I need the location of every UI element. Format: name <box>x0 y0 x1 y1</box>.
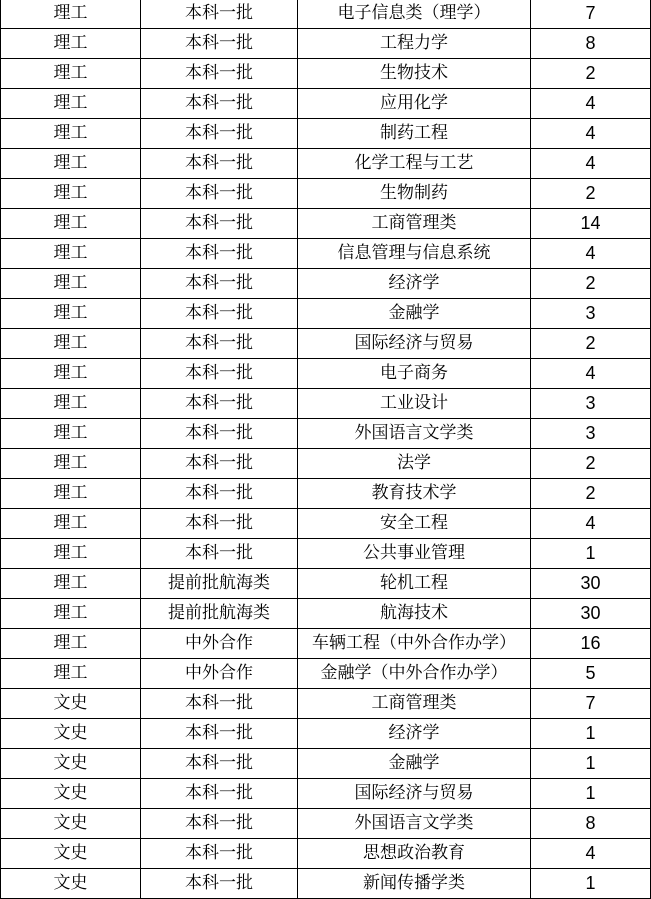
batch-cell: 本科一批 <box>141 869 298 899</box>
batch-cell: 本科一批 <box>141 29 298 59</box>
category-cell: 文史 <box>1 779 141 809</box>
major-cell: 新闻传播学类 <box>298 869 531 899</box>
category-cell: 理工 <box>1 59 141 89</box>
major-cell: 安全工程 <box>298 509 531 539</box>
batch-cell: 本科一批 <box>141 779 298 809</box>
major-cell: 车辆工程（中外合作办学） <box>298 629 531 659</box>
table-row <box>1 509 651 539</box>
batch-cell: 本科一批 <box>141 809 298 839</box>
category-cell: 理工 <box>1 419 141 449</box>
category-cell: 理工 <box>1 539 141 569</box>
batch-cell: 中外合作 <box>141 629 298 659</box>
batch-cell: 本科一批 <box>141 749 298 779</box>
category-cell: 理工 <box>1 359 141 389</box>
quota-cell: 8 <box>531 809 651 839</box>
major-cell: 轮机工程 <box>298 569 531 599</box>
quota-cell: 4 <box>531 239 651 269</box>
category-cell: 理工 <box>1 0 141 29</box>
table-row <box>1 119 651 149</box>
category-cell: 理工 <box>1 269 141 299</box>
batch-cell: 本科一批 <box>141 209 298 239</box>
batch-cell: 本科一批 <box>141 479 298 509</box>
table-row <box>1 89 651 119</box>
batch-cell: 本科一批 <box>141 449 298 479</box>
quota-cell: 5 <box>531 659 651 689</box>
category-cell: 理工 <box>1 389 141 419</box>
major-cell: 经济学 <box>298 269 531 299</box>
quota-cell: 2 <box>531 179 651 209</box>
category-cell: 理工 <box>1 659 141 689</box>
quota-cell: 4 <box>531 119 651 149</box>
table-row <box>1 299 651 329</box>
table-row <box>1 29 651 59</box>
category-cell: 理工 <box>1 329 141 359</box>
batch-cell: 本科一批 <box>141 179 298 209</box>
quota-cell: 3 <box>531 389 651 419</box>
major-cell: 公共事业管理 <box>298 539 531 569</box>
major-cell: 法学 <box>298 449 531 479</box>
table-row <box>1 809 651 839</box>
major-cell: 经济学 <box>298 719 531 749</box>
category-cell: 理工 <box>1 119 141 149</box>
table-row <box>1 719 651 749</box>
quota-cell: 8 <box>531 29 651 59</box>
quota-cell: 1 <box>531 779 651 809</box>
category-cell: 理工 <box>1 449 141 479</box>
table-row <box>1 689 651 719</box>
category-cell: 理工 <box>1 89 141 119</box>
batch-cell: 本科一批 <box>141 59 298 89</box>
quota-cell: 1 <box>531 869 651 899</box>
batch-cell: 本科一批 <box>141 299 298 329</box>
major-cell: 化学工程与工艺 <box>298 149 531 179</box>
batch-cell: 中外合作 <box>141 659 298 689</box>
category-cell: 理工 <box>1 479 141 509</box>
table-row <box>1 659 651 689</box>
quota-cell: 1 <box>531 749 651 779</box>
quota-cell: 30 <box>531 569 651 599</box>
batch-cell: 本科一批 <box>141 419 298 449</box>
quota-cell: 3 <box>531 299 651 329</box>
table-row <box>1 389 651 419</box>
major-cell: 制药工程 <box>298 119 531 149</box>
batch-cell: 本科一批 <box>141 119 298 149</box>
major-cell: 国际经济与贸易 <box>298 329 531 359</box>
quota-cell: 2 <box>531 269 651 299</box>
major-cell: 生物制药 <box>298 179 531 209</box>
major-cell: 应用化学 <box>298 89 531 119</box>
table-row <box>1 869 651 899</box>
category-cell: 理工 <box>1 299 141 329</box>
category-cell: 理工 <box>1 179 141 209</box>
category-cell: 理工 <box>1 209 141 239</box>
batch-cell: 本科一批 <box>141 359 298 389</box>
major-cell: 信息管理与信息系统 <box>298 239 531 269</box>
table-row <box>1 569 651 599</box>
batch-cell: 本科一批 <box>141 539 298 569</box>
category-cell: 文史 <box>1 689 141 719</box>
quota-cell: 2 <box>531 329 651 359</box>
batch-cell: 本科一批 <box>141 0 298 29</box>
table-row <box>1 179 651 209</box>
batch-cell: 本科一批 <box>141 689 298 719</box>
batch-cell: 本科一批 <box>141 839 298 869</box>
quota-cell: 3 <box>531 419 651 449</box>
quota-cell: 4 <box>531 509 651 539</box>
category-cell: 理工 <box>1 599 141 629</box>
table-row <box>1 239 651 269</box>
category-cell: 文史 <box>1 809 141 839</box>
category-cell: 文史 <box>1 719 141 749</box>
major-cell: 国际经济与贸易 <box>298 779 531 809</box>
batch-cell: 本科一批 <box>141 329 298 359</box>
quota-cell: 14 <box>531 209 651 239</box>
batch-cell: 本科一批 <box>141 239 298 269</box>
category-cell: 理工 <box>1 149 141 179</box>
table-row <box>1 149 651 179</box>
major-cell: 教育技术学 <box>298 479 531 509</box>
category-cell: 理工 <box>1 29 141 59</box>
table-row <box>1 59 651 89</box>
category-cell: 文史 <box>1 839 141 869</box>
table-row <box>1 0 651 29</box>
quota-cell: 1 <box>531 539 651 569</box>
quota-cell: 16 <box>531 629 651 659</box>
major-cell: 外国语言文学类 <box>298 809 531 839</box>
major-cell: 电子信息类（理学） <box>298 0 531 29</box>
table-row <box>1 209 651 239</box>
table-row <box>1 629 651 659</box>
table-row <box>1 269 651 299</box>
category-cell: 理工 <box>1 239 141 269</box>
quota-cell: 2 <box>531 449 651 479</box>
batch-cell: 本科一批 <box>141 149 298 179</box>
table-row <box>1 359 651 389</box>
category-cell: 理工 <box>1 569 141 599</box>
table-row <box>1 749 651 779</box>
batch-cell: 本科一批 <box>141 719 298 749</box>
category-cell: 理工 <box>1 629 141 659</box>
table-row <box>1 329 651 359</box>
major-cell: 航海技术 <box>298 599 531 629</box>
table-row <box>1 779 651 809</box>
quota-cell: 4 <box>531 149 651 179</box>
quota-cell: 7 <box>531 0 651 29</box>
table-row <box>1 839 651 869</box>
table-row <box>1 479 651 509</box>
quota-cell: 4 <box>531 359 651 389</box>
table-body <box>1 0 651 899</box>
table-row <box>1 419 651 449</box>
major-cell: 金融学 <box>298 749 531 779</box>
major-cell: 金融学 <box>298 299 531 329</box>
quota-cell: 7 <box>531 689 651 719</box>
category-cell: 理工 <box>1 509 141 539</box>
major-cell: 工业设计 <box>298 389 531 419</box>
batch-cell: 提前批航海类 <box>141 569 298 599</box>
quota-cell: 30 <box>531 599 651 629</box>
batch-cell: 本科一批 <box>141 389 298 419</box>
quota-cell: 4 <box>531 89 651 119</box>
quota-cell: 2 <box>531 59 651 89</box>
major-cell: 工商管理类 <box>298 209 531 239</box>
major-cell: 工商管理类 <box>298 689 531 719</box>
major-cell: 工程力学 <box>298 29 531 59</box>
major-cell: 外国语言文学类 <box>298 419 531 449</box>
category-cell: 文史 <box>1 749 141 779</box>
major-cell: 生物技术 <box>298 59 531 89</box>
batch-cell: 本科一批 <box>141 89 298 119</box>
batch-cell: 提前批航海类 <box>141 599 298 629</box>
batch-cell: 本科一批 <box>141 509 298 539</box>
quota-cell: 4 <box>531 839 651 869</box>
major-cell: 思想政治教育 <box>298 839 531 869</box>
major-cell: 电子商务 <box>298 359 531 389</box>
quota-cell: 2 <box>531 479 651 509</box>
quota-cell: 1 <box>531 719 651 749</box>
table-row <box>1 599 651 629</box>
table-row <box>1 539 651 569</box>
table-row <box>1 449 651 479</box>
category-cell: 文史 <box>1 869 141 899</box>
batch-cell: 本科一批 <box>141 269 298 299</box>
major-cell: 金融学（中外合作办学） <box>298 659 531 689</box>
